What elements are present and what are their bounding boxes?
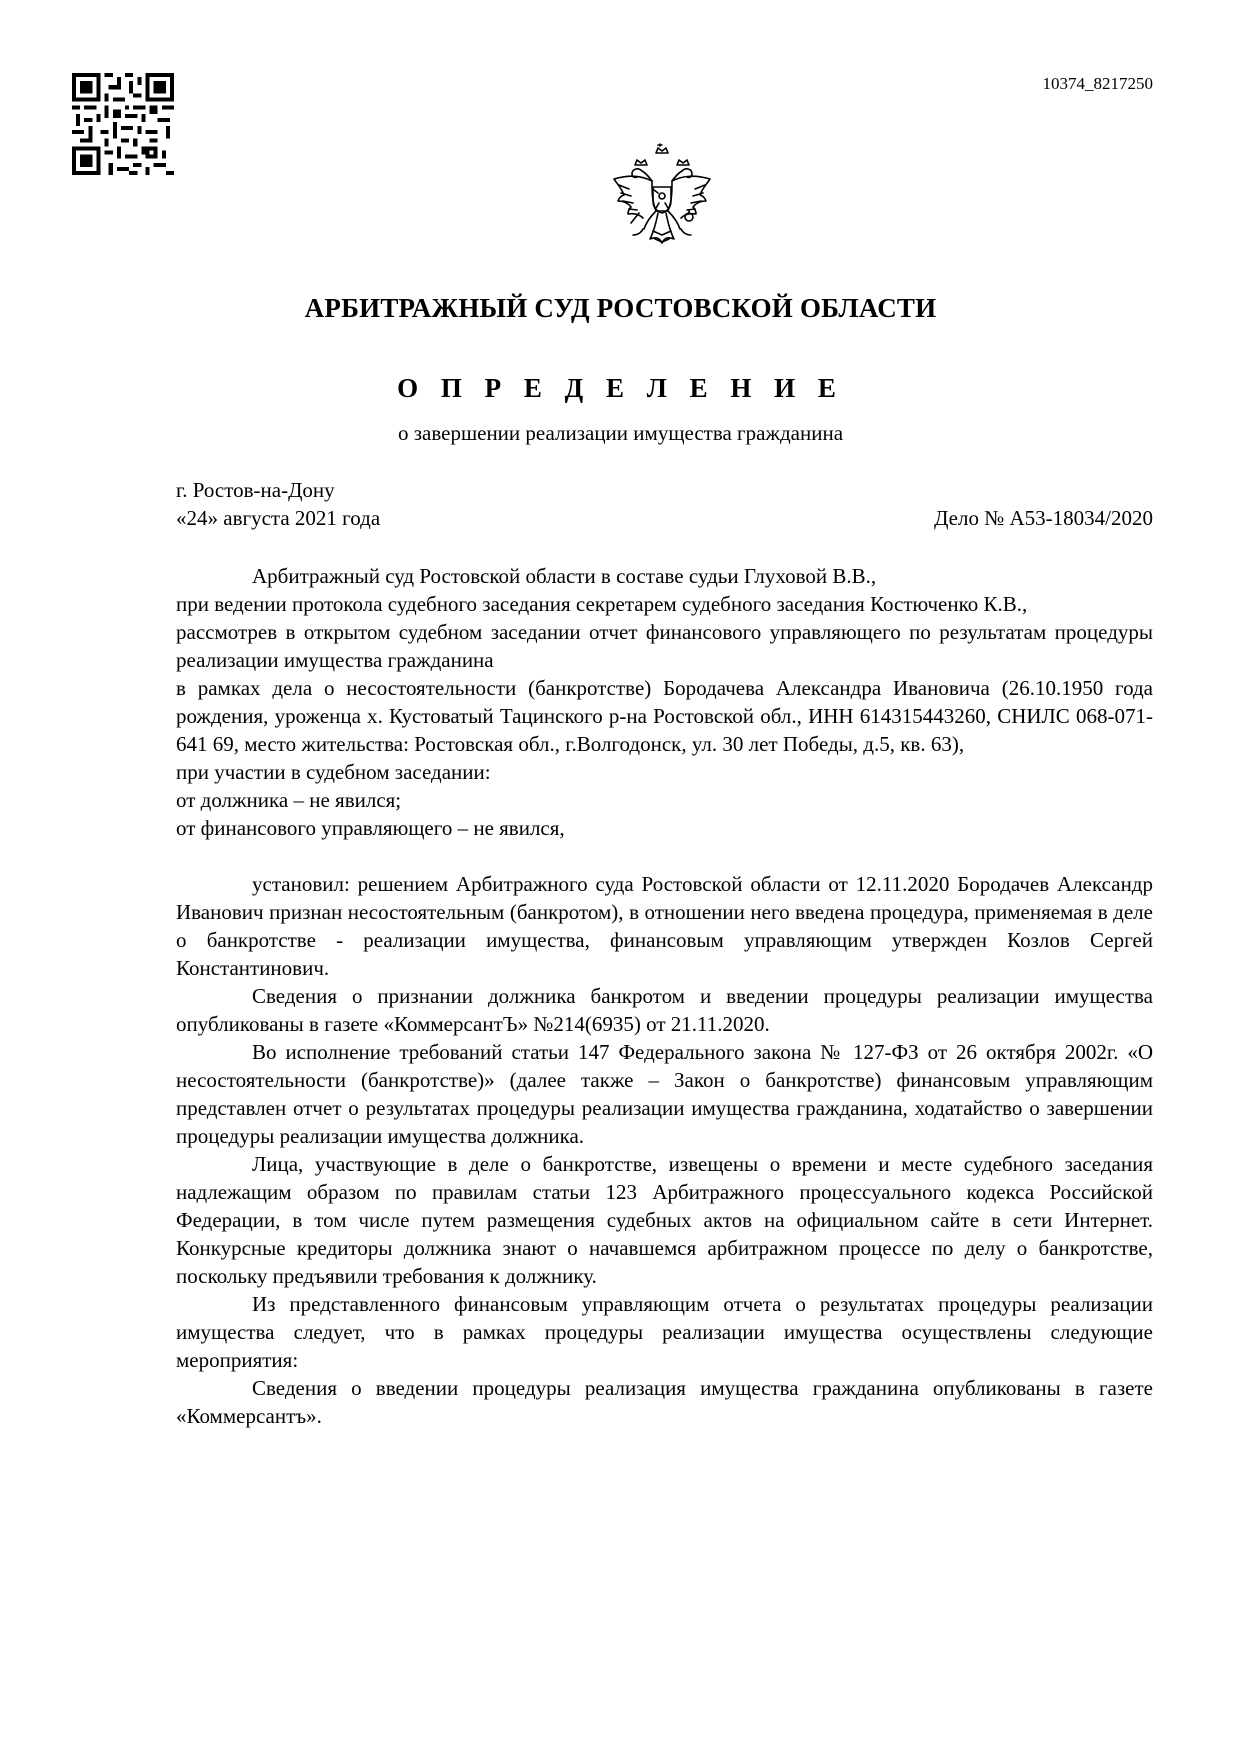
intro-paragraph: при ведении протокола судебного заседания секретарем судебного заседания Костюченко К.В., <box>176 592 1028 616</box>
intro-paragraph: в рамках дела о несостоятельности (банкротстве) Бородачева Александра Ивановича (26.10.1950 года рождения, уроженца х. Кустоватый Тацинского р-на Ростовской обл., ИНН 614315443260, СНИЛС 068-071-641 69, место жительства: Ростовская обл., г.Волгодонск, ул. 30 лет Победы, д.5, кв. 63), <box>176 676 1153 756</box>
findings-paragraph: Сведения о признании должника банкротом и введении процедуры реализации имущества опубликованы в газете «КоммерсантЪ» №214(6935) от 21.11.2020. <box>176 984 1153 1036</box>
case-number: Дело № А53-18034/2020 <box>934 506 1153 530</box>
document-type: О П Р Е Д Е Л Е Н И Е <box>397 373 844 403</box>
paragraph-gap <box>176 842 1153 870</box>
date: «24» августа 2021 года <box>176 506 381 530</box>
findings-paragraph: Во исполнение требований статьи 147 Федерального закона № 127-ФЗ от 26 октября 2002г. «О несостоятельности (банкротстве)» (далее также – Закон о банкротстве) финансовым управляющим представлен отчет о результатах процедуры реализации имущества гражданина, ходатайство о завершении процедуры реализации имущества должника. <box>176 1040 1153 1148</box>
findings-paragraph: Лица, участвующие в деле о банкротстве, извещены о времени и месте судебного заседания надлежащим образом по правилам статьи 123 Арбитражного процессуального кодекса Российской Федерации, в том числе путем размещения судебных актов на официальном сайте в сети Интернет. Конкурсные кредиторы должника знают о начавшемся арбитражном процессе по делу о банкротстве, поскольку предъявили требования к должнику. <box>176 1152 1153 1288</box>
intro-paragraph: от должника – не явился; <box>176 788 402 812</box>
document-body <box>176 562 1153 1430</box>
intro-paragraph: от финансового управляющего – не явился, <box>176 816 565 840</box>
findings-paragraph: установил: решением Арбитражного суда Ростовской области от 12.11.2020 Бородачев Александр Иванович признан несостоятельным (банкротом), в отношении него введена процедура, применяемая в деле о банкротстве - реализации имущества, финансовым управляющим утвержден Козлов Сергей Константинович. <box>176 872 1153 980</box>
findings-paragraph: Из представленного финансовым управляющим отчета о результатах процедуры реализации имущества следует, что в рамках процедуры реализации имущества осуществлены следующие мероприятия: <box>176 1292 1153 1372</box>
document-subject: о завершении реализации имущества гражданина <box>397 421 844 445</box>
findings-paragraph: Сведения о введении процедуры реализация имущества гражданина опубликованы в газете «Коммерсантъ». <box>176 1376 1153 1428</box>
qr-code-icon <box>72 73 174 175</box>
document-id: 10374_8217250 <box>1042 74 1153 93</box>
intro-paragraph: Арбитражный суд Ростовской области в составе судьи Глуховой В.В., <box>252 564 877 588</box>
court-title: АРБИТРАЖНЫЙ СУД РОСТОВСКОЙ ОБЛАСТИ <box>304 293 937 323</box>
intro-paragraph: рассмотрев в открытом судебном заседании отчет финансового управляющего по результатам процедуры реализации имущества гражданина <box>176 620 1153 672</box>
place: г. Ростов-на-Дону <box>176 478 335 502</box>
russian-coat-of-arms-icon <box>609 143 715 255</box>
intro-paragraph: при участии в судебном заседании: <box>176 760 491 784</box>
